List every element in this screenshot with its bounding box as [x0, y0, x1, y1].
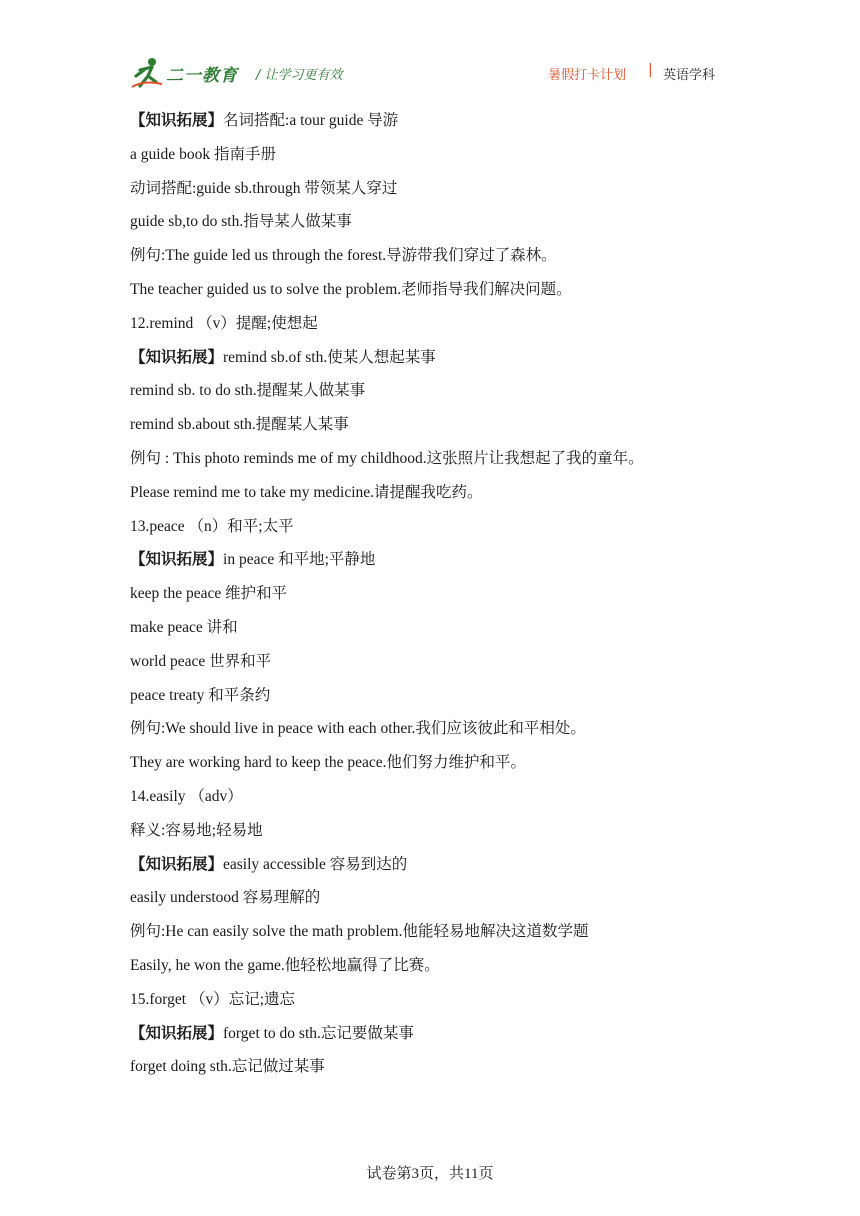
- text-line: [130, 244, 770, 278]
- text-line: [130, 751, 770, 785]
- line-text: 12.remind （v）提醒;使想起: [130, 314, 318, 332]
- text-line: [130, 379, 770, 413]
- header-separator: |: [648, 62, 653, 78]
- logo: [130, 56, 238, 90]
- text-line: [130, 143, 770, 177]
- text-line: [130, 853, 770, 887]
- text-line: [130, 346, 770, 380]
- text-line: [130, 785, 770, 819]
- knowledge-tag: 【知识拓展】: [130, 112, 224, 129]
- line-text: 例句:The guide led us through the forest.导游带我们穿过了森林。: [130, 247, 557, 265]
- line-text: They are working hard to keep the peace.他们努力维护和平。: [130, 754, 526, 772]
- line-text: make peace 讲和: [130, 618, 238, 636]
- line-text: easily understood 容易理解的: [130, 889, 321, 907]
- line-text: keep the peace 维护和平: [130, 585, 288, 603]
- text-line: [130, 717, 770, 751]
- line-text: forget doing sth.忘记做过某事: [130, 1058, 325, 1076]
- text-line: [130, 684, 770, 718]
- line-text: remind sb.of sth.使某人想起某事: [223, 348, 436, 366]
- text-line: [130, 413, 770, 447]
- knowledge-tag: 【知识拓展】: [130, 1024, 224, 1042]
- line-text: world peace 世界和平: [130, 652, 272, 670]
- page-footer: 试卷第3页，共11页: [366, 1166, 494, 1182]
- text-line: [130, 210, 770, 244]
- line-text: remind sb.about sth.提醒某人某事: [130, 416, 349, 434]
- text-line: [130, 819, 770, 853]
- line-text: 13.peace （n）和平;太平: [130, 517, 294, 535]
- line-text: The teacher guided us to solve the problem.老师指导我们解决问题。: [130, 280, 572, 298]
- line-text: peace treaty 和平条约: [130, 686, 271, 704]
- logo-text: 二一教育: [166, 65, 238, 86]
- text-line: [130, 447, 770, 481]
- line-text: 15.forget （v）忘记;遗忘: [130, 990, 296, 1008]
- header-plan: 暑假打卡计划: [548, 68, 627, 83]
- line-text: easily accessible 容易到达的: [223, 855, 408, 873]
- text-line: [130, 954, 770, 988]
- line-text: 例句:He can easily solve the math problem.他能轻易地解决这道数学题: [130, 923, 589, 941]
- text-line: [130, 582, 770, 616]
- document-body: [130, 109, 770, 1089]
- knowledge-tag: 【知识拓展】: [130, 551, 224, 569]
- line-text: Easily, he won the game.他轻松地赢得了比赛。: [130, 956, 440, 974]
- line-text: 例句 : This photo reminds me of my childhood.这张照片让我想起了我的童年。: [130, 449, 644, 467]
- text-line: [130, 1022, 770, 1056]
- text-line: [130, 616, 770, 650]
- text-line: [130, 109, 770, 143]
- text-line: [130, 1055, 770, 1089]
- text-line: [130, 548, 770, 582]
- text-line: [130, 278, 770, 312]
- text-line: [130, 650, 770, 684]
- text-line: [130, 920, 770, 954]
- line-text: 动词搭配:guide sb.through 带领某人穿过: [130, 179, 398, 197]
- text-line: [130, 177, 770, 211]
- line-text: remind sb. to do sth.提醒某人做某事: [130, 382, 366, 400]
- text-line: [130, 515, 770, 549]
- text-line: [130, 481, 770, 515]
- knowledge-tag: 【知识拓展】: [130, 348, 224, 366]
- text-line: [130, 312, 770, 346]
- line-text: Please remind me to take my medicine.请提醒我吃药。: [130, 483, 483, 501]
- header-slogan: / 让学习更有效: [256, 68, 343, 83]
- knowledge-tag: 【知识拓展】: [130, 855, 224, 873]
- page-header: [0, 0, 860, 100]
- line-text: 释义:容易地;轻易地: [130, 821, 263, 839]
- runner-logo-icon: [130, 56, 164, 90]
- line-text: 名词搭配:a tour guide 导游: [223, 112, 399, 129]
- line-text: guide sb,to do sth.指导某人做某事: [130, 213, 352, 231]
- line-text: 14.easily （adv）: [130, 787, 243, 805]
- text-line: [130, 988, 770, 1022]
- line-text: 例句:We should live in peace with each other.我们应该彼此和平相处。: [130, 720, 586, 738]
- text-line: [130, 886, 770, 920]
- line-text: a guide book 指南手册: [130, 145, 276, 163]
- line-text: in peace 和平地;平静地: [223, 551, 376, 569]
- header-subject: 英语学科: [663, 68, 716, 83]
- line-text: forget to do sth.忘记要做某事: [223, 1024, 414, 1042]
